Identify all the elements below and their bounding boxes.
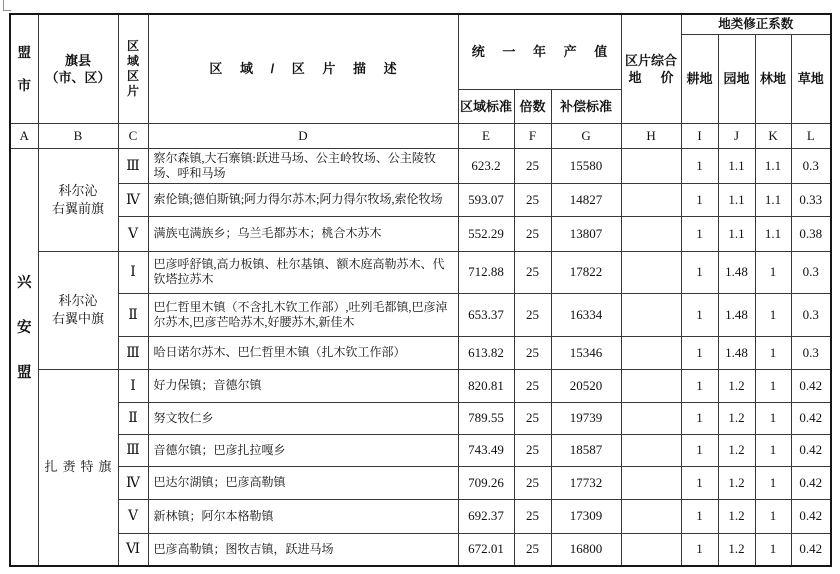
banner-cell: 科尔沁 右翼前旗	[38, 148, 118, 251]
description-cell: 巴达尔湖镇；巴彦高勒镇	[148, 466, 458, 499]
column-letter-f: F	[514, 123, 551, 148]
header-garden-land: 园地	[718, 34, 755, 123]
garden-cell: 1.2	[718, 369, 755, 402]
header-cultivated-land: 耕地	[681, 34, 718, 123]
regional-standard-cell: 709.26	[458, 466, 514, 499]
zone-cell: Ⅲ	[118, 148, 148, 183]
zone-cell: Ⅳ	[118, 183, 148, 216]
table-row	[10, 148, 831, 183]
column-letter-a: A	[10, 123, 38, 148]
garden-cell: 1.2	[718, 434, 755, 466]
header-grassland: 草地	[791, 34, 831, 123]
description-cell: 巴彦呼舒镇,高力板镇、杜尔基镇、额木庭高勒苏木、代钦塔拉苏木	[148, 251, 458, 293]
zone-price-line1: 区片综合	[625, 52, 678, 68]
compensation-standard-cell: 14827	[551, 183, 621, 216]
column-letter-k: K	[755, 123, 791, 148]
description-cell: 察尔森镇,大石寨镇:跃进马场、公主岭牧场、公主陵牧场、呼和马场	[148, 148, 458, 183]
header-description: 区 域 / 区 片 描 述	[148, 14, 458, 123]
header-compensation-standard: 补偿标准	[551, 89, 621, 123]
column-letter-l: L	[791, 123, 831, 148]
multiplier-cell: 25	[514, 183, 551, 216]
multiplier-cell: 25	[514, 216, 551, 251]
header-multiplier: 倍数	[514, 89, 551, 123]
multiplier-cell: 25	[514, 499, 551, 533]
zone-price-line2: 地 价	[628, 69, 674, 85]
zone-cell: Ⅲ	[118, 336, 148, 369]
multiplier-cell: 25	[514, 293, 551, 336]
compensation-standard-cell: 17822	[551, 251, 621, 293]
garden-cell: 1.2	[718, 533, 755, 566]
description-cell: 哈日诺尔苏木、巴仁哲里木镇（扎木钦工作部）	[148, 336, 458, 369]
table-row	[10, 434, 831, 466]
cultivated-cell: 1	[681, 251, 718, 293]
compensation-standard-cell: 16800	[551, 533, 621, 566]
forest-cell: 1.1	[755, 148, 791, 183]
zone-cell: Ⅵ	[118, 533, 148, 566]
page-corner-mark	[3, 0, 11, 11]
multiplier-cell: 25	[514, 369, 551, 402]
zone-cell: Ⅳ	[118, 466, 148, 499]
garden-cell: 1.2	[718, 402, 755, 434]
grassland-cell: 0.3	[791, 251, 831, 293]
grassland-cell: 0.42	[791, 466, 831, 499]
zone-price-cell	[621, 148, 681, 183]
zone-price-cell	[621, 499, 681, 533]
compensation-standard-cell: 19739	[551, 402, 621, 434]
regional-standard-cell: 712.88	[458, 251, 514, 293]
regional-standard-cell: 552.29	[458, 216, 514, 251]
regional-standard-cell: 789.55	[458, 402, 514, 434]
table-row	[10, 216, 831, 251]
garden-cell: 1.1	[718, 183, 755, 216]
cultivated-cell: 1	[681, 402, 718, 434]
compensation-standard-cell: 17732	[551, 466, 621, 499]
garden-cell: 1.48	[718, 293, 755, 336]
compensation-standard-cell: 13807	[551, 216, 621, 251]
table-row	[10, 183, 831, 216]
forest-cell: 1	[755, 402, 791, 434]
garden-cell: 1.1	[718, 148, 755, 183]
cultivated-cell: 1	[681, 216, 718, 251]
cultivated-cell: 1	[681, 533, 718, 566]
description-cell: 好力保镇；音德尔镇	[148, 369, 458, 402]
zone-cell: Ⅰ	[118, 369, 148, 402]
cultivated-cell: 1	[681, 466, 718, 499]
garden-cell: 1.48	[718, 251, 755, 293]
garden-cell: 1.48	[718, 336, 755, 369]
forest-cell: 1	[755, 369, 791, 402]
cultivated-cell: 1	[681, 499, 718, 533]
banner-cell: 科尔沁 右翼中旗	[38, 251, 118, 369]
regional-standard-cell: 743.49	[458, 434, 514, 466]
grassland-cell: 0.42	[791, 533, 831, 566]
compensation-standard-cell: 20520	[551, 369, 621, 402]
column-letter-c: C	[118, 123, 148, 148]
grassland-cell: 0.42	[791, 499, 831, 533]
cultivated-cell: 1	[681, 369, 718, 402]
regional-standard-cell: 672.01	[458, 533, 514, 566]
grassland-cell: 0.33	[791, 183, 831, 216]
column-letter-d: D	[148, 123, 458, 148]
description-cell: 巴仁哲里木镇（不含扎木钦工作部）,吐列毛都镇,巴彦淖尔苏木,巴彦芒哈苏木,好腰苏木,新佳木	[148, 293, 458, 336]
column-letter-b: B	[38, 123, 118, 148]
zone-cell: Ⅰ	[118, 251, 148, 293]
land-compensation-table	[9, 13, 832, 567]
forest-cell: 1	[755, 251, 791, 293]
zone-price-cell	[621, 434, 681, 466]
forest-cell: 1	[755, 533, 791, 566]
forest-cell: 1	[755, 499, 791, 533]
description-cell: 新林镇；阿尔本格勒镇	[148, 499, 458, 533]
zone-price-cell	[621, 402, 681, 434]
compensation-standard-cell: 16334	[551, 293, 621, 336]
header-banner-county	[38, 14, 118, 123]
multiplier-cell: 25	[514, 336, 551, 369]
zone-cell: Ⅲ	[118, 434, 148, 466]
multiplier-cell: 25	[514, 251, 551, 293]
column-letter-j: J	[718, 123, 755, 148]
grassland-cell: 0.42	[791, 369, 831, 402]
cultivated-cell: 1	[681, 148, 718, 183]
zone-price-cell	[621, 533, 681, 566]
cultivated-cell: 1	[681, 293, 718, 336]
column-letter-h: H	[621, 123, 681, 148]
grassland-cell: 0.3	[791, 148, 831, 183]
regional-standard-cell: 613.82	[458, 336, 514, 369]
column-letter-i: I	[681, 123, 718, 148]
header-land-type-correction: 地类修正系数	[681, 14, 831, 34]
forest-cell: 1	[755, 466, 791, 499]
multiplier-cell: 25	[514, 434, 551, 466]
forest-cell: 1	[755, 293, 791, 336]
cultivated-cell: 1	[681, 336, 718, 369]
grassland-cell: 0.42	[791, 434, 831, 466]
header-regional-standard: 区域标准	[458, 89, 514, 123]
garden-cell: 1.1	[718, 216, 755, 251]
garden-cell: 1.2	[718, 499, 755, 533]
description-cell: 巴彦高勒镇；图牧吉镇，跃进马场	[148, 533, 458, 566]
table-row	[10, 293, 831, 336]
zone-cell: Ⅱ	[118, 293, 148, 336]
compensation-standard-cell: 18587	[551, 434, 621, 466]
compensation-standard-cell: 17309	[551, 499, 621, 533]
forest-cell: 1	[755, 336, 791, 369]
header-row-1	[10, 14, 831, 34]
header-unified-annual-output: 统 一 年 产 值	[458, 14, 621, 89]
grassland-cell: 0.42	[791, 402, 831, 434]
multiplier-cell: 25	[514, 148, 551, 183]
column-letter-g: G	[551, 123, 621, 148]
table-row	[10, 369, 831, 402]
regional-standard-cell: 593.07	[458, 183, 514, 216]
zone-price-cell	[621, 183, 681, 216]
forest-cell: 1.1	[755, 216, 791, 251]
header-banner-line1: 旗县	[64, 52, 91, 68]
grassland-cell: 0.38	[791, 216, 831, 251]
header-banner-line2: （市、区）	[45, 69, 111, 85]
cultivated-cell: 1	[681, 183, 718, 216]
regional-standard-cell: 623.2	[458, 148, 514, 183]
cultivated-cell: 1	[681, 434, 718, 466]
multiplier-cell: 25	[514, 533, 551, 566]
header-zone-comprehensive-price	[621, 14, 681, 123]
compensation-standard-cell: 15580	[551, 148, 621, 183]
zone-price-cell	[621, 369, 681, 402]
table-row	[10, 466, 831, 499]
multiplier-cell: 25	[514, 466, 551, 499]
zone-cell: Ⅴ	[118, 216, 148, 251]
description-cell: 音德尔镇；巴彦扎拉嘎乡	[148, 434, 458, 466]
table-row	[10, 402, 831, 434]
header-forest-land: 林地	[755, 34, 791, 123]
multiplier-cell: 25	[514, 402, 551, 434]
zone-price-cell	[621, 216, 681, 251]
description-cell: 努文牧仁乡	[148, 402, 458, 434]
grassland-cell: 0.3	[791, 293, 831, 336]
grassland-cell: 0.3	[791, 336, 831, 369]
regional-standard-cell: 820.81	[458, 369, 514, 402]
regional-standard-cell: 653.37	[458, 293, 514, 336]
description-cell: 索伦镇;德伯斯镇;阿力得尔苏木;阿力得尔牧场,索伦牧场	[148, 183, 458, 216]
compensation-standard-cell: 15346	[551, 336, 621, 369]
regional-standard-cell: 692.37	[458, 499, 514, 533]
zone-price-cell	[621, 293, 681, 336]
garden-cell: 1.2	[718, 466, 755, 499]
banner-cell: 扎赉特旗	[38, 369, 118, 566]
description-cell: 满族屯满族乡；乌兰毛都苏木；桃合木苏木	[148, 216, 458, 251]
zone-price-cell	[621, 466, 681, 499]
column-letter-e: E	[458, 123, 514, 148]
table-row	[10, 499, 831, 533]
table-row	[10, 533, 831, 566]
table-row	[10, 251, 831, 293]
forest-cell: 1.1	[755, 183, 791, 216]
zone-cell: Ⅴ	[118, 499, 148, 533]
header-zone: 区 域 区 片	[118, 14, 148, 123]
zone-price-cell	[621, 251, 681, 293]
header-league-city: 盟 市	[10, 14, 38, 123]
league-cell: 兴 安 盟	[10, 148, 38, 566]
column-letter-row	[10, 123, 831, 148]
zone-price-cell	[621, 336, 681, 369]
zone-cell: Ⅱ	[118, 402, 148, 434]
forest-cell: 1	[755, 434, 791, 466]
table-row	[10, 336, 831, 369]
